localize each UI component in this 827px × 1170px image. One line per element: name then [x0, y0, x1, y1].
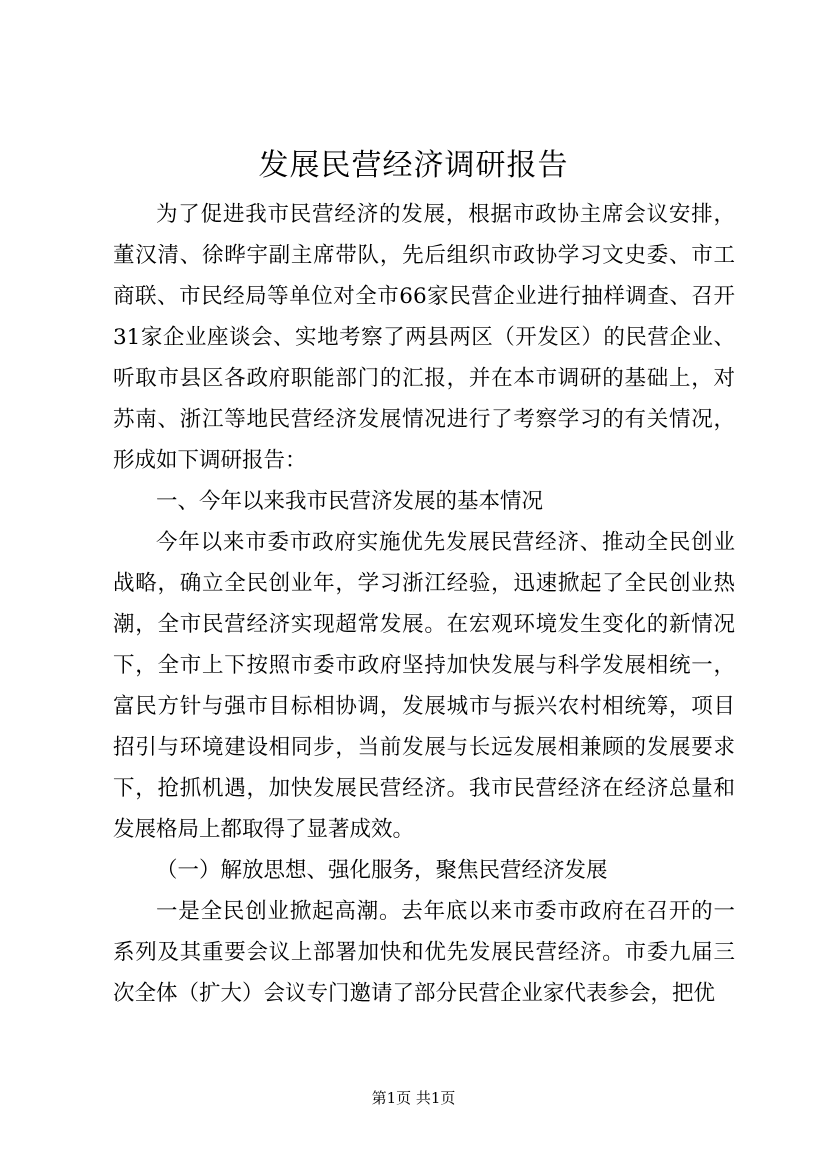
section-heading-1: 一、今年以来我市民营济发展的基本情况: [156, 489, 544, 514]
document-title: 发展民营经济调研报告: [258, 148, 569, 183]
page-footer: 第1页 共1页: [371, 1089, 456, 1107]
intro-paragraph: 为了促进我市民营经济的发展，根据市政协主席会议安排，董汉清、徐晔宇副主席带队，先后组织市政协学习文史委、市工商联、市民经局等单位对全市66家民营企业进行抽样调查、召开31家企业座谈会、实地考察了两县两区（开发区）的民营企业、听取市县区各政府职能部门的汇报，并在本市调研的基础上，对苏南、浙江等地民营经济发展情况进行了考察学习的有关情况，形成如下调研报告：: [113, 202, 735, 473]
subsection-heading-1: （一）解放思想、强化服务，聚焦民营经济发展: [156, 858, 608, 883]
document-body: [113, 194, 735, 1014]
overview-paragraph: 今年以来市委市政府实施优先发展民营经济、推动全民创业战略，确立全民创业年，学习浙江经验，迅速掀起了全民创业热潮，全市民营经济实现超常发展。在宏观环境发生变化的新情况下，全市上下按照市委市政府坚持加快发展与科学发展相统一，富民方针与强市目标相协调，发展城市与振兴农村相统筹，项目招引与环境建设相同步，当前发展与长远发展相兼顾的发展要求下，抢抓机遇，加快发展民营经济。我市民营经济在经济总量和发展格局上都取得了显著成效。: [113, 530, 735, 842]
point-one-paragraph: 一是全民创业掀起高潮。去年底以来市委市政府在召开的一系列及其重要会议上部署加快和优先发展民营经济。市委九届三次全体（扩大）会议专门邀请了部分民营企业家代表参会，把优: [113, 899, 735, 1006]
